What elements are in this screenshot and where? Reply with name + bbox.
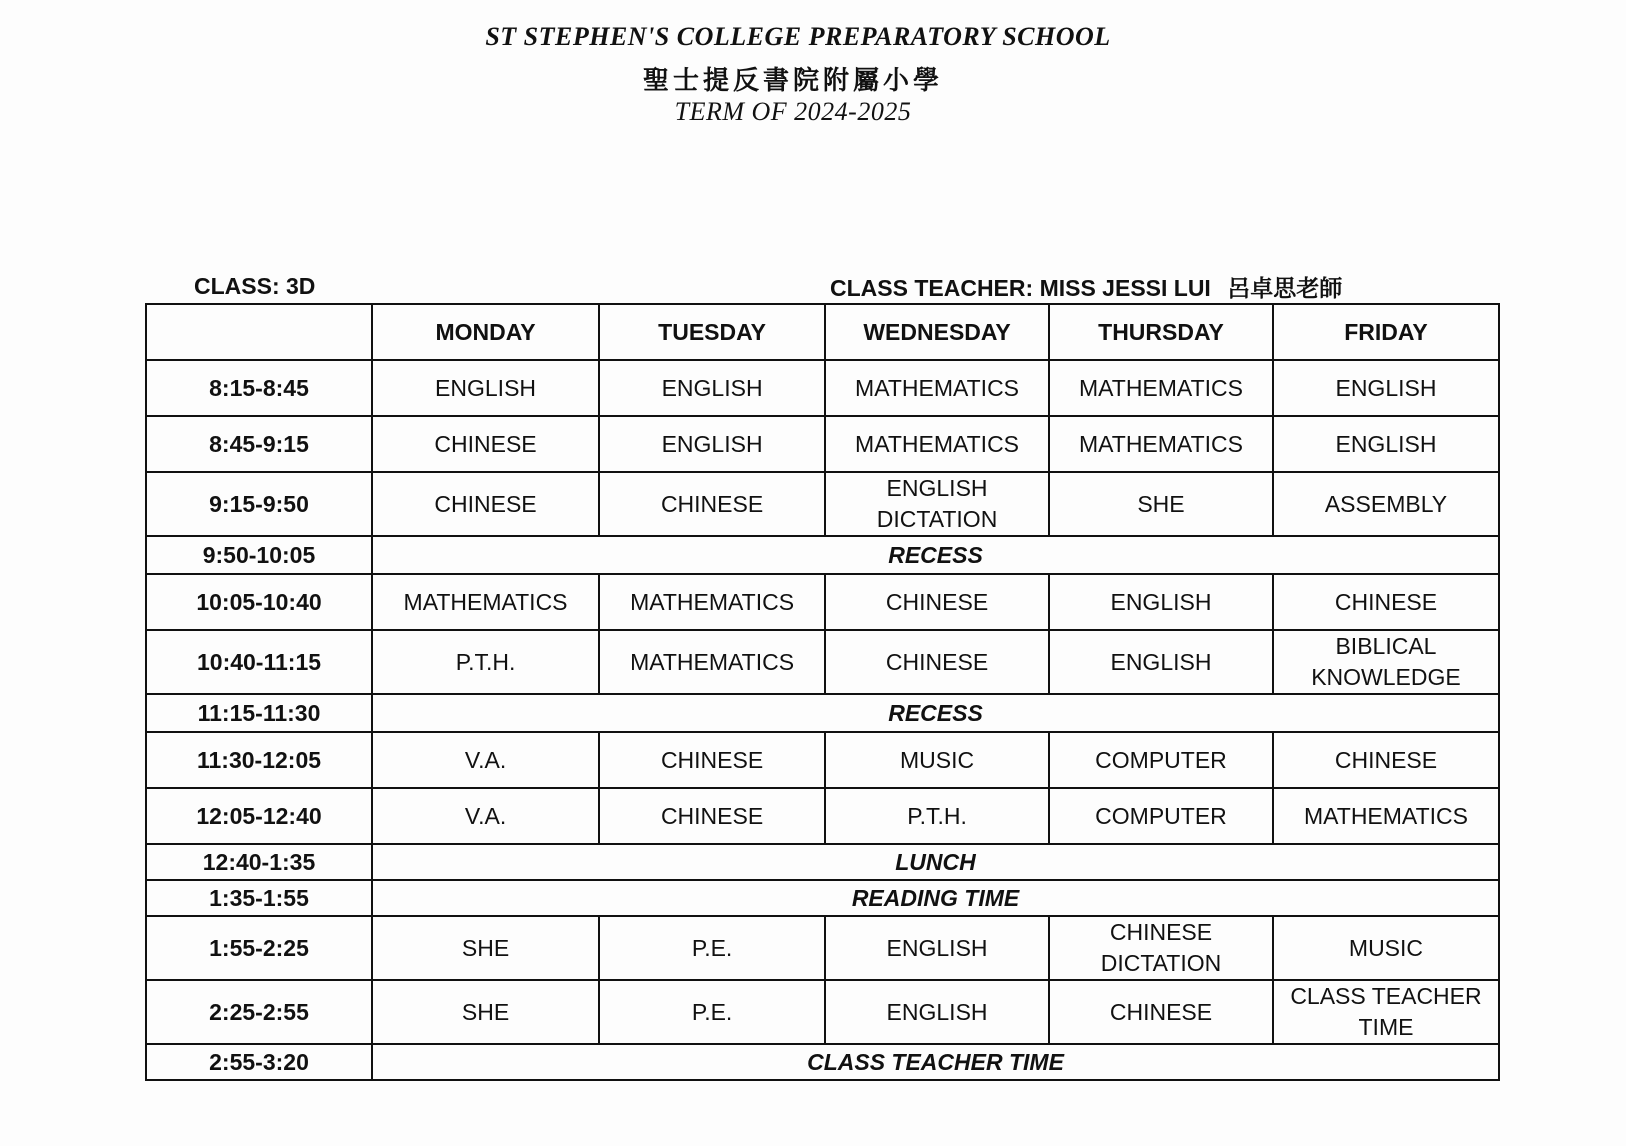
- subject-cell: MATHEMATICS: [825, 360, 1049, 416]
- subject-cell: SHE: [1049, 472, 1273, 536]
- subject-cell: CHINESE: [825, 630, 1049, 694]
- day-header-monday: MONDAY: [372, 304, 599, 360]
- subject-cell: CHINESE: [599, 732, 825, 788]
- period-row: [146, 916, 1499, 980]
- subject-cell: ENGLISH: [1049, 630, 1273, 694]
- school-name: ST STEPHEN'S COLLEGE PREPARATORY SCHOOL: [485, 22, 1111, 51]
- subject-cell: V.A.: [372, 732, 599, 788]
- subject-cell: CLASS TEACHER TIME: [1273, 980, 1499, 1044]
- time-slot: 9:15-9:50: [146, 472, 372, 536]
- period-row: [146, 360, 1499, 416]
- subject-cell: MATHEMATICS: [599, 574, 825, 630]
- school-name-chinese: 聖士提反書院附屬小學: [642, 66, 943, 96]
- day-header-row: [146, 304, 1499, 360]
- period-row: [146, 416, 1499, 472]
- time-slot: 11:30-12:05: [146, 732, 372, 788]
- subject-cell: MUSIC: [1273, 916, 1499, 980]
- subject-cell: P.T.H.: [825, 788, 1049, 844]
- subject-cell: MATHEMATICS: [1049, 360, 1273, 416]
- term-title: TERM OF 2024-2025: [674, 97, 912, 126]
- period-row: [146, 980, 1499, 1044]
- subject-cell: P.E.: [599, 916, 825, 980]
- subject-cell: ENGLISH: [599, 360, 825, 416]
- day-header-friday: FRIDAY: [1273, 304, 1499, 360]
- time-slot: 10:05-10:40: [146, 574, 372, 630]
- time-slot: 1:55-2:25: [146, 916, 372, 980]
- time-slot: 12:40-1:35: [146, 844, 372, 880]
- subject-cell: ASSEMBLY: [1273, 472, 1499, 536]
- subject-cell: BIBLICAL KNOWLEDGE: [1273, 630, 1499, 694]
- break-label: CLASS TEACHER TIME: [372, 1044, 1499, 1080]
- timetable: [145, 303, 1500, 1081]
- subject-cell: ENGLISH: [1273, 360, 1499, 416]
- time-slot: 12:05-12:40: [146, 788, 372, 844]
- subject-cell: SHE: [372, 980, 599, 1044]
- break-label: RECESS: [372, 694, 1499, 732]
- time-slot: 1:35-1:55: [146, 880, 372, 916]
- subject-cell: CHINESE: [599, 472, 825, 536]
- time-slot: 8:15-8:45: [146, 360, 372, 416]
- period-row: [146, 732, 1499, 788]
- subject-cell: CHINESE: [825, 574, 1049, 630]
- time-slot: 9:50-10:05: [146, 536, 372, 574]
- subject-cell: MATHEMATICS: [372, 574, 599, 630]
- time-slot: 2:25-2:55: [146, 980, 372, 1044]
- break-label: LUNCH: [372, 844, 1499, 880]
- subject-cell: CHINESE: [1273, 574, 1499, 630]
- break-row: [146, 536, 1499, 574]
- corner-cell: [146, 304, 372, 360]
- subject-cell: MATHEMATICS: [1049, 416, 1273, 472]
- break-row: [146, 694, 1499, 732]
- day-header-tuesday: TUESDAY: [599, 304, 825, 360]
- time-slot: 10:40-11:15: [146, 630, 372, 694]
- subject-cell: MATHEMATICS: [1273, 788, 1499, 844]
- subject-cell: CHINESE: [372, 416, 599, 472]
- subject-cell: V.A.: [372, 788, 599, 844]
- subject-cell: MUSIC: [825, 732, 1049, 788]
- subject-cell: ENGLISH: [372, 360, 599, 416]
- day-header-wednesday: WEDNESDAY: [825, 304, 1049, 360]
- subject-cell: COMPUTER: [1049, 732, 1273, 788]
- class-teacher-name-chinese: 呂卓思老師: [1227, 276, 1343, 302]
- break-row: [146, 880, 1499, 916]
- time-slot: 11:15-11:30: [146, 694, 372, 732]
- break-row: [146, 1044, 1499, 1080]
- time-slot: 2:55-3:20: [146, 1044, 372, 1080]
- subject-cell: MATHEMATICS: [599, 630, 825, 694]
- subject-cell: CHINESE: [372, 472, 599, 536]
- period-row: [146, 472, 1499, 536]
- subject-cell: P.E.: [599, 980, 825, 1044]
- subject-cell: CHINESE: [1049, 980, 1273, 1044]
- subject-cell: ENGLISH: [1273, 416, 1499, 472]
- subject-cell: CHINESE: [599, 788, 825, 844]
- subject-cell: CHINESE: [1273, 732, 1499, 788]
- subject-cell: P.T.H.: [372, 630, 599, 694]
- subject-cell: ENGLISH: [825, 916, 1049, 980]
- period-row: [146, 574, 1499, 630]
- subject-cell: CHINESE DICTATION: [1049, 916, 1273, 980]
- subject-cell: ENGLISH: [599, 416, 825, 472]
- subject-cell: ENGLISH: [825, 980, 1049, 1044]
- period-row: [146, 630, 1499, 694]
- time-slot: 8:45-9:15: [146, 416, 372, 472]
- subject-cell: MATHEMATICS: [825, 416, 1049, 472]
- class-teacher-line: [830, 270, 1342, 303]
- day-header-thursday: THURSDAY: [1049, 304, 1273, 360]
- subject-cell: ENGLISH DICTATION: [825, 472, 1049, 536]
- break-label: READING TIME: [372, 880, 1499, 916]
- subject-cell: COMPUTER: [1049, 788, 1273, 844]
- break-label: RECESS: [372, 536, 1499, 574]
- break-row: [146, 844, 1499, 880]
- class-label: CLASS: 3D: [194, 273, 316, 299]
- class-teacher-label: CLASS TEACHER:: [830, 275, 1034, 301]
- class-teacher-name: MISS JESSI LUI: [1039, 275, 1211, 301]
- document-header: [0, 22, 1626, 127]
- subject-cell: SHE: [372, 916, 599, 980]
- period-row: [146, 788, 1499, 844]
- subject-cell: ENGLISH: [1049, 574, 1273, 630]
